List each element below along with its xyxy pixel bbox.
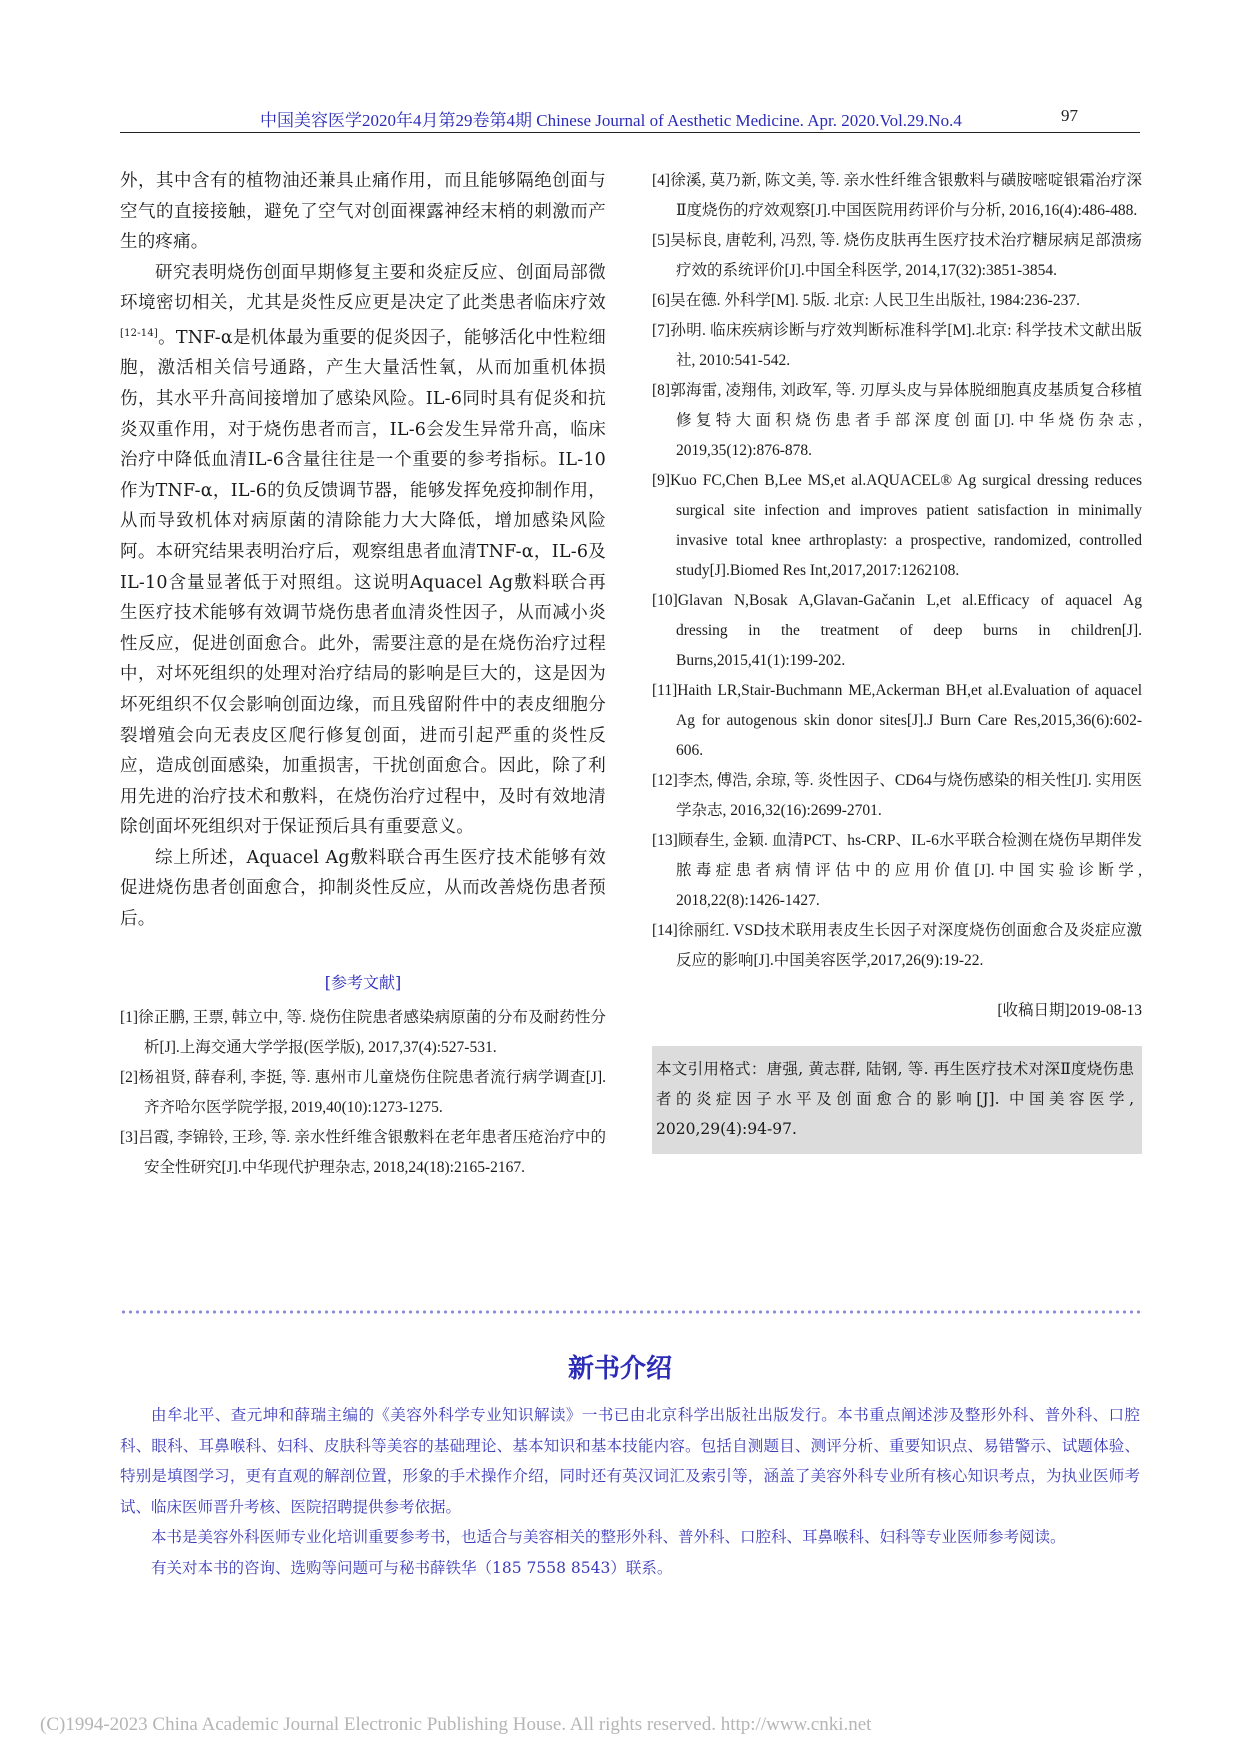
reference-item: [14]徐丽红. VSD技术联用表皮生长因子对深度烧伤创面愈合及炎症应激反应的影响[J].中国美容医学,2017,26(9):19-22. — [652, 922, 1142, 969]
body-paragraph-2-part-a: 研究表明烧伤创面早期修复主要和炎症反应、创面局部微环境密切相关，尤其是炎性反应更是决定了此类患者临床疗效 — [120, 262, 606, 314]
reference-item: [10]Glavan N,Bosak A,Glavan-Gačanin L,et al.Efficacy of aquacel Ag dressing in the treatment of deep burns in children[J]. Burns,2015,41(1):199-202. — [652, 592, 1142, 669]
body-paragraph-2-part-b: 。TNF-α是机体最为重要的促炎因子，能够活化中性粒细胞，激活相关信号通路，产生大量活性氧，从而加重机体损伤，其水平升高间接增加了感染风险。IL-6同时具有促炎和抗炎双重作用，对于烧伤患者而言，IL-6会发生异常升高，临床治疗中降低血清IL-6含量往往是一个重要的参考指标。IL-10作为TNF-α，IL-6的负反馈调节器，能够发挥免疫抑制作用，从而导致机体对病原菌的清除能力大大降低，增加感染风险阿。本研究结果表明治疗后，观察组患者血清TNF-α，IL-6及IL-10含量显著低于对照组。这说明Aquacel Ag敷料联合再生医疗技术能够有效调节烧伤患者血清炎性因子，从而减小炎性反应，促进创面愈合。此外，需要注意的是在烧伤治疗过程中，对坏死组织的处理对治疗结局的影响是巨大的，这是因为坏死组织不仅会影响创面边缘，而且残留附件中的表皮细胞分裂增殖会向无表皮区爬行修复创面，进而引起严重的炎性反应，造成创面感染，加重损害，干扰创面愈合。因此，除了利用先进的治疗技术和敷料，在烧伤治疗过程中，及时有效地清除创面坏死组织对于保证预后具有重要意义。 — [120, 327, 606, 838]
new-book-paragraph: 本书是美容外科医师专业化培训重要参考书，也适合与美容相关的整形外科、普外科、口腔科、耳鼻喉科、妇科等专业医师参考阅读。 — [151, 1528, 1066, 1546]
body-paragraph-3: 综上所述，Aquacel Ag敷料联合再生医疗技术能够有效促进烧伤患者创面愈合，抑制炎性反应，从而改善烧伤患者预后。 — [120, 847, 606, 930]
reference-item: [8]郭海雷, 凌翔伟, 刘政军, 等. 刃厚头皮与异体脱细胞真皮基质复合移植修复特大面积烧伤患者手部深度创面[J].中华烧伤杂志, 2019,35(12):876-878. — [652, 382, 1142, 459]
section-divider — [120, 1308, 1140, 1316]
journal-title: 中国美容医学2020年4月第29卷第4期 Chinese Journal of Aesthetic Medicine. Apr. 2020.Vol.29.No.4 — [260, 111, 962, 130]
citation-superscript: [12-14] — [120, 327, 159, 339]
body-paragraph-2 — [120, 258, 606, 843]
reference-item: [9]Kuo FC,Chen B,Lee MS,et al.AQUACEL® Ag surgical dressing reduces surgical site infection and improves patient satisfaction in minimally invasive total knee arthroplasty: a prospective, randomized, controlled study[J].Biomed Res Int,2017,2017:1262108. — [652, 472, 1142, 579]
reference-item: [13]顾春生, 金颖. 血清PCT、hs-CRP、IL-6水平联合检测在烧伤早期伴发脓毒症患者病情评估中的应用价值[J].中国实验诊断学, 2018,22(8):1426-1427. — [652, 832, 1142, 909]
reference-item: [3]吕霞, 李锦铃, 王珍, 等. 亲水性纤维含银敷料在老年患者压疮治疗中的安全性研究[J].中华现代护理杂志, 2018,24(18):2165-2167. — [120, 1128, 606, 1176]
copyright-footer: (C)1994-2023 China Academic Journal Electronic Publishing House. All rights reserved. http://www.cnki.net — [40, 1714, 872, 1735]
running-header — [120, 104, 1140, 133]
left-column — [120, 166, 606, 1183]
reference-item: [1]徐正鹏, 王票, 韩立中, 等. 烧伤住院患者感染病原菌的分布及耐药性分析[J].上海交通大学学报(医学版), 2017,37(4):527-531. — [120, 1008, 606, 1056]
new-book-paragraph: 由牟北平、查元坤和薛瑞主编的《美容外科学专业知识解读》一书已由北京科学出版社出版发行。本书重点阐述涉及整形外科、普外科、口腔科、眼科、耳鼻喉科、妇科、皮肤科等美容的基础理论、基本知识和基本技能内容。包括自测题目、测评分析、重要知识点、易错警示、试题体验、特别是填图学习，更有直观的解剖位置，形象的手术操作介绍，同时还有英汉词汇及索引等，涵盖了美容外科专业所有核心知识考点，为执业医师考试、临床医师晋升考核、医院招聘提供参考依据。 — [120, 1406, 1140, 1516]
new-book-section — [120, 1400, 1140, 1583]
page-number: 97 — [1061, 106, 1078, 125]
new-book-paragraph: 有关对本书的咨询、选购等问题可与秘书薛铁华（185 7558 8543）联系。 — [151, 1558, 673, 1577]
reference-item: [4]徐溪, 莫乃新, 陈文美, 等. 亲水性纤维含银敷料与磺胺嘧啶银霜治疗深Ⅱ度烧伤的疗效观察[J].中国医院用药评价与分析, 2016,16(4):486-488. — [652, 172, 1142, 219]
reference-item: [6]吴在德. 外科学[M]. 5版. 北京: 人民卫生出版社, 1984:236-237. — [652, 292, 1080, 309]
reference-item: [11]Haith LR,Stair-Buchmann ME,Ackerman BH,et al.Evaluation of aquacel Ag for autogenous skin donor sites[J].J Burn Care Res,2015,36(6):602-606. — [652, 682, 1142, 759]
right-column — [652, 166, 1142, 1154]
body-paragraph-1: 外，其中含有的植物油还兼具止痛作用，而且能够隔绝创面与空气的直接接触，避免了空气对创面裸露神经末梢的刺激而产生的疼痛。 — [120, 171, 606, 253]
reference-item: [5]吴标良, 唐乾利, 冯烈, 等. 烧伤皮肤再生医疗技术治疗糖尿病足部溃疡疗效的系统评价[J].中国全科医学, 2014,17(32):3851-3854. — [652, 232, 1142, 279]
reference-item: [2]杨祖贤, 薛春利, 李挺, 等. 惠州市儿童烧伤住院患者流行病学调查[J].齐齐哈尔医学院学报, 2019,40(10):1273-1275. — [120, 1068, 606, 1116]
reference-item: [12]李杰, 傅浩, 余琼, 等. 炎性因子、CD64与烧伤感染的相关性[J]. 实用医学杂志, 2016,32(16):2699-2701. — [652, 772, 1142, 819]
citation-format-box: 本文引用格式：唐强, 黄志群, 陆钢, 等. 再生医疗技术对深Ⅱ度烧伤患者的炎症因子水平及创面愈合的影响[J]. 中国美容医学, 2020,29(4):94-97. — [652, 1046, 1142, 1154]
received-date: [收稿日期]2019-08-13 — [997, 1002, 1142, 1019]
new-book-title: 新书介绍 — [567, 1354, 672, 1384]
reference-item: [7]孙明. 临床疾病诊断与疗效判断标准科学[M].北京: 科学技术文献出版社, 2010:541-542. — [652, 322, 1142, 369]
references-heading: [参考文献] — [324, 972, 402, 992]
